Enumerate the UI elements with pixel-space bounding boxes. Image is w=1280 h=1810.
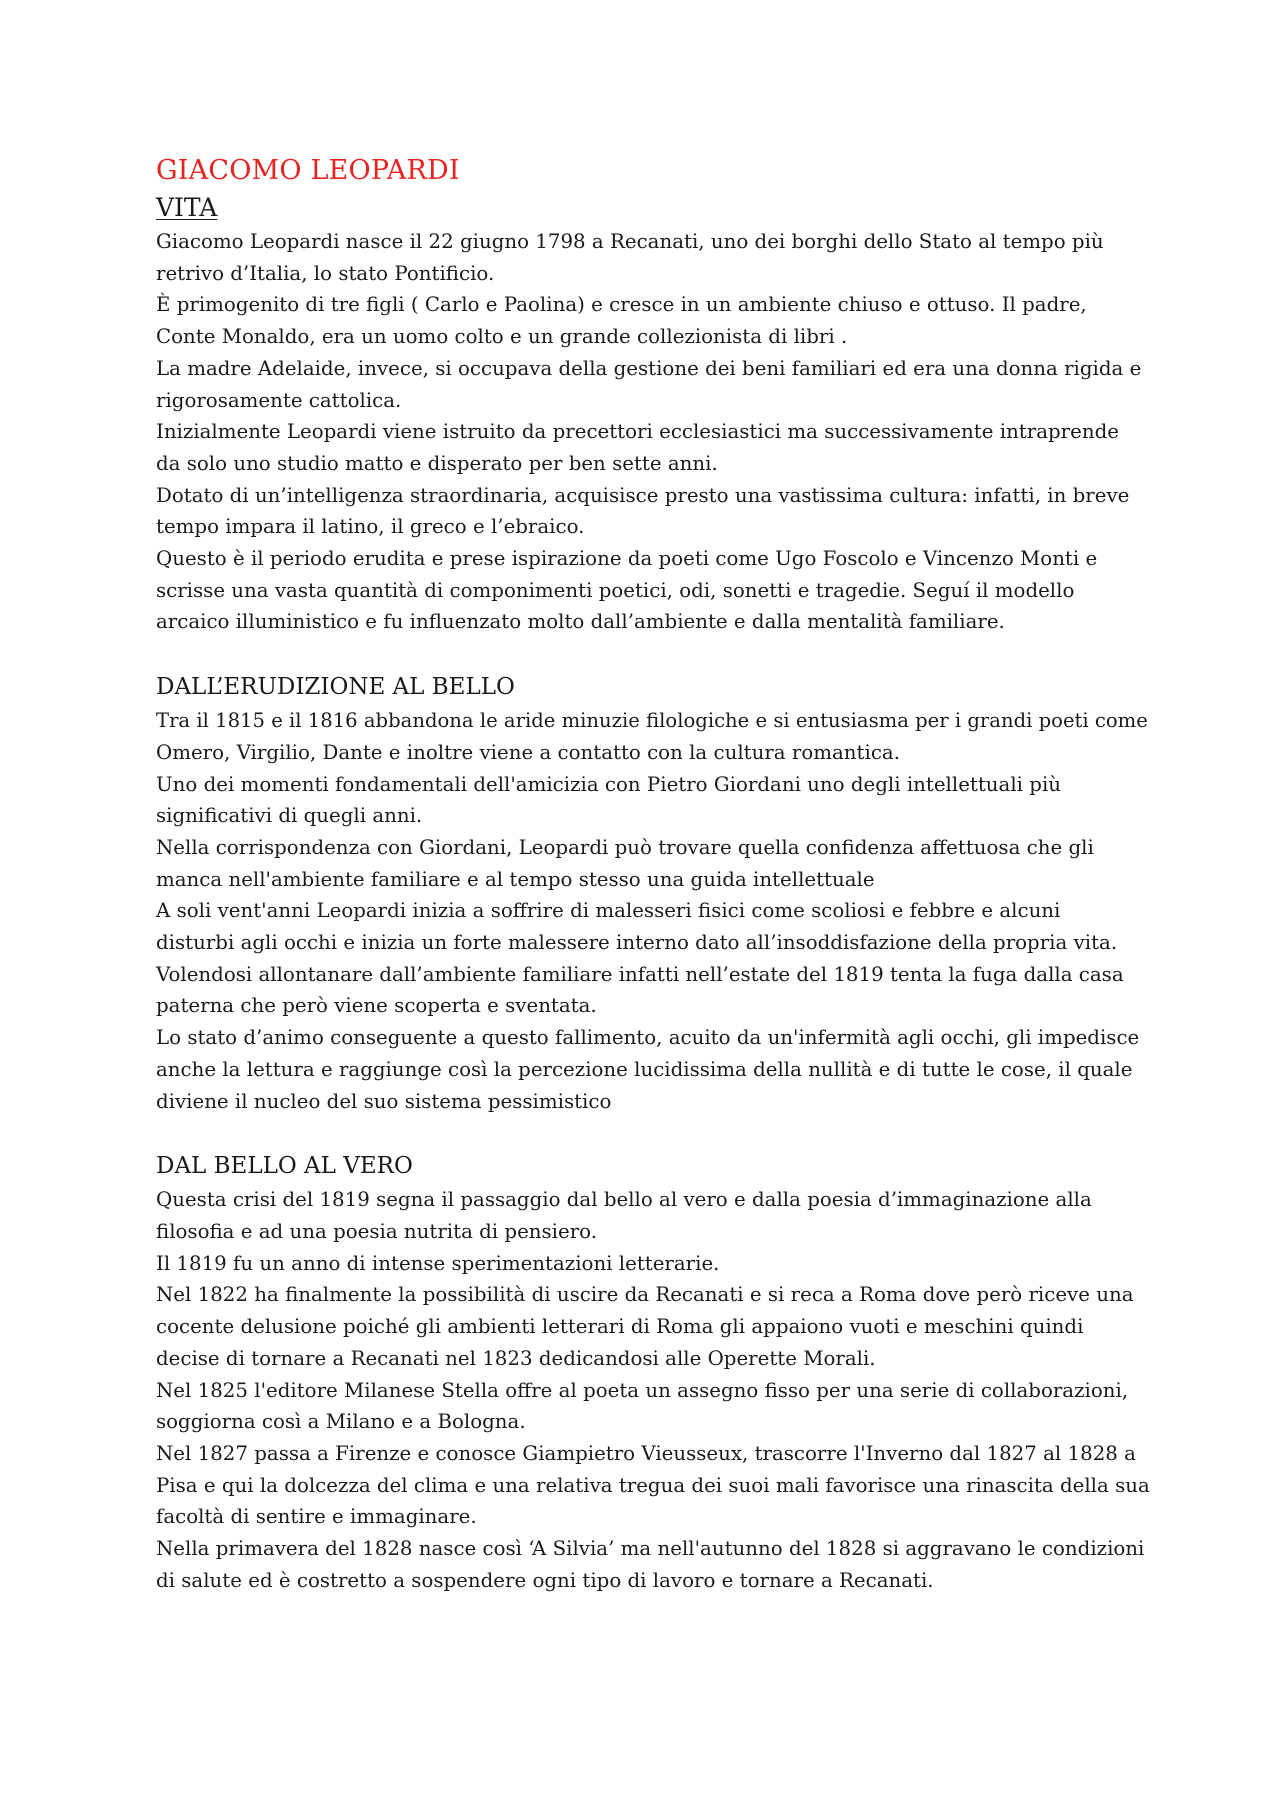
text-line: Nella primavera del 1828 nasce così ‘A Silvia’ ma nell'autunno del 1828 si aggravano le condizioni xyxy=(156,1537,1145,1561)
text-line: Questo è il periodo erudita e prese ispirazione da poeti come Ugo Foscolo e Vincenzo Monti e xyxy=(156,547,1098,571)
text-line: facoltà di sentire e immaginare. xyxy=(156,1505,477,1529)
section-erudizione xyxy=(156,669,1156,1117)
text-line: A soli vent'anni Leopardi inizia a soffrire di malesseri fisici come scoliosi e febbre e alcuni xyxy=(156,899,1061,923)
text-line: È primogenito di tre figli ( Carlo e Paolina) e cresce in un ambiente chiuso e ottuso. Il padre, xyxy=(156,293,1087,317)
text-line: Nel 1827 passa a Firenze e conosce Giampietro Vieusseux, trascorre l'Inverno dal 1827 al 1828 a xyxy=(156,1441,1136,1465)
text-line: Volendosi allontanare dall’ambiente familiare infatti nell’estate del 1819 tenta la fuga dalla casa xyxy=(156,962,1124,986)
section-spacer xyxy=(156,638,1156,669)
text-line: disturbi agli occhi e inizia un forte malessere interno dato all’insoddisfazione della propria vita. xyxy=(156,931,1118,955)
section-body xyxy=(156,226,1156,638)
text-line: arcaico illuministico e fu influenzato molto dall’ambiente e dalla mentalità familiare. xyxy=(156,610,1005,634)
section-bello-vero xyxy=(156,1148,1156,1596)
text-line: Uno dei momenti fondamentali dell'amicizia con Pietro Giordani uno degli intellettuali più xyxy=(156,772,1062,796)
text-line: Lo stato d’animo conseguente a questo fallimento, acuito da un'infermità agli occhi, gli impedisce xyxy=(156,1026,1140,1050)
text-line: da solo uno studio matto e disperato per ben sette anni. xyxy=(156,451,718,475)
text-line: significativi di quegli anni. xyxy=(156,804,423,828)
text-line: anche la lettura e raggiunge così la percezione lucidissima della nullità e di tutte le cose, il quale xyxy=(156,1057,1133,1081)
section-vita xyxy=(156,190,1156,638)
section-spacer xyxy=(156,1117,1156,1148)
section-body xyxy=(156,1184,1156,1596)
text-line: di salute ed è costretto a sospendere ogni tipo di lavoro e tornare a Recanati. xyxy=(156,1568,934,1592)
text-line: Giacomo Leopardi nasce il 22 giugno 1798 a Recanati, uno dei borghi dello Stato al tempo più xyxy=(156,230,1104,253)
document-title: GIACOMO LEOPARDI xyxy=(156,155,460,186)
text-line: manca nell'ambiente familiare e al tempo stesso una guida intellettuale xyxy=(156,867,875,891)
text-line: Conte Monaldo, era un uomo colto e un grande collezionista di libri . xyxy=(156,325,848,349)
text-line: Inizialmente Leopardi viene istruito da precettori ecclesiastici ma successivamente intraprende xyxy=(156,420,1119,444)
text-line: decise di tornare a Recanati nel 1823 dedicandosi alle Operette Morali. xyxy=(156,1346,876,1370)
text-line: tempo impara il latino, il greco e l’ebraico. xyxy=(156,515,585,539)
text-line: paterna che però viene scoperta e sventata. xyxy=(156,994,597,1018)
text-line: Questa crisi del 1819 segna il passaggio dal bello al vero e dalla poesia d’immaginazione alla xyxy=(156,1188,1092,1212)
text-line: retrivo d’Italia, lo stato Pontificio. xyxy=(156,261,495,285)
text-line: filosofia e ad una poesia nutrita di pensiero. xyxy=(156,1219,598,1243)
text-line: Pisa e qui la dolcezza del clima e una relativa tregua dei suoi mali favorisce una rinascita della sua xyxy=(156,1473,1150,1497)
text-line: Nel 1825 l'editore Milanese Stella offre al poeta un assegno fisso per una serie di collaborazioni, xyxy=(156,1378,1129,1402)
text-line: Omero, Virgilio, Dante e inoltre viene a contatto con la cultura romantica. xyxy=(156,740,900,764)
text-line: Nel 1822 ha finalmente la possibilità di uscire da Recanati e si reca a Roma dove però riceve una xyxy=(156,1283,1134,1307)
section-heading-vita: VITA xyxy=(156,193,218,222)
text-line: Tra il 1815 e il 1816 abbandona le aride minuzie filologiche e si entusiasma per i grandi poeti come xyxy=(156,709,1148,733)
text-line: Nella corrispondenza con Giordani, Leopardi può trovare quella confidenza affettuosa che gli xyxy=(156,835,1094,859)
text-line: diviene il nucleo del suo sistema pessimistico xyxy=(156,1089,612,1113)
text-line: soggiorna così a Milano e a Bologna. xyxy=(156,1410,526,1434)
text-line: La madre Adelaide, invece, si occupava della gestione dei beni familiari ed era una donna rigida e xyxy=(156,356,1142,380)
section-heading-bello-vero: DAL BELLO AL VERO xyxy=(156,1153,413,1180)
text-line: Il 1819 fu un anno di intense sperimentazioni letterarie. xyxy=(156,1251,720,1275)
text-line: Dotato di un’intelligenza straordinaria, acquisisce presto una vastissima cultura: infatti, in breve xyxy=(156,483,1130,507)
text-line: scrisse una vasta quantità di componimenti poetici, odi, sonetti e tragedie. Seguí il modello xyxy=(156,578,1075,602)
text-line: rigorosamente cattolica. xyxy=(156,388,402,412)
document-page xyxy=(156,152,1156,1596)
section-body xyxy=(156,705,1156,1117)
section-heading-erudizione: DALL’ERUDIZIONE AL BELLO xyxy=(156,674,515,701)
text-line: cocente delusione poiché gli ambienti letterari di Roma gli appaiono vuoti e meschini quindi xyxy=(156,1315,1084,1339)
